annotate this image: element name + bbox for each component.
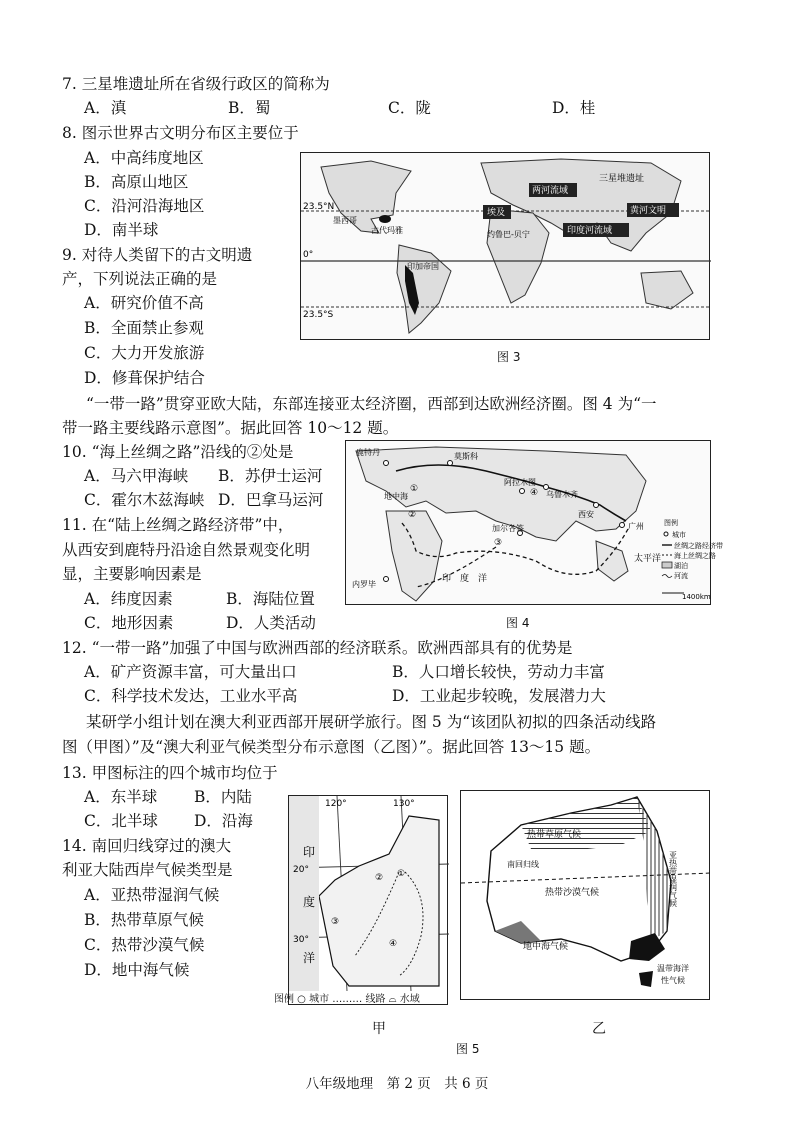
- legend-land-route: 丝绸之路经济带: [674, 542, 723, 550]
- route-marker-3: ③: [331, 917, 340, 927]
- q10-option-a: A．马六甲海峡: [84, 467, 189, 485]
- legend-river: 河流: [674, 572, 688, 580]
- q7-option-c: C．陇: [388, 99, 431, 117]
- q9-option-b: B．全面禁止参观: [84, 319, 204, 337]
- label-urumqi: 乌鲁木齐: [546, 490, 578, 499]
- marker-4: ④: [530, 488, 539, 498]
- q13-stem: 13. 甲图标注的四个城市均位于: [62, 764, 278, 782]
- lat-label-0: 0°: [303, 250, 314, 260]
- q10-option-d: D．巴拿马运河: [218, 491, 324, 509]
- label-indus: 印度河流域: [567, 226, 613, 236]
- label-desert: 热带沙漠气候: [545, 888, 600, 898]
- q9-option-a: A．研究价值不高: [84, 294, 204, 312]
- q9-stem-line1: 9. 对待人类留下的古文明遗: [62, 246, 253, 264]
- legend-scale: 1400km: [682, 593, 711, 601]
- figure-5a-legend: 图例 ○ 城市 ……… 线路 ⌓ 水域: [274, 994, 420, 1005]
- q11-stem-line2: 从西安到鹿特丹沿途自然景观变化明: [62, 541, 311, 559]
- label-rotterdam: 鹿特丹: [356, 448, 380, 457]
- figure-4-caption: 图 4: [506, 616, 530, 630]
- q9-stem-line2: 产，下列说法正确的是: [62, 270, 218, 288]
- label-yellow-river: 黄河文明: [630, 206, 667, 216]
- figure-5-caption: 图 5: [456, 1042, 480, 1056]
- label-savanna: 热带草原气候: [527, 830, 582, 840]
- marker-2: ②: [408, 510, 417, 520]
- climate-map-svg: [461, 791, 711, 1001]
- label-mediterranean: 地中海: [384, 492, 408, 501]
- q12-option-a: A．矿产资源丰富，可大量出口: [84, 663, 297, 681]
- intro-belt-road-line2: 带一路主要线路示意图”。据此回答 10～12 题。: [62, 419, 399, 437]
- q14-option-c: C．热带沙漠气候: [84, 936, 205, 954]
- q12-stem: 12. “一带一路”加强了中国与欧洲西部的经济联系。欧洲西部具有的优势是: [62, 639, 573, 657]
- label-marine-line1: 温带海洋: [657, 964, 689, 973]
- label-moscow: 莫斯科: [454, 452, 478, 461]
- label-maya: 古代玛雅: [371, 226, 403, 235]
- q11-stem-line1: 11. 在“陆上丝绸之路经济带”中，: [62, 516, 294, 534]
- q10-stem: 10. “海上丝绸之路”沿线的②处是: [62, 443, 294, 461]
- figure-4-belt-road-map: [345, 440, 723, 605]
- q7-option-b: B．蜀: [228, 99, 271, 117]
- label-sanxingdui: 三星堆遗址: [599, 174, 645, 184]
- q10-option-b: B．苏伊士运河: [218, 467, 323, 485]
- world-map-svg: [301, 153, 711, 341]
- marker-3: ③: [494, 538, 503, 548]
- label-nairobi: 内罗毕: [352, 580, 376, 589]
- lat-20: 20°: [293, 865, 309, 875]
- label-pacific: 太平洋: [634, 554, 662, 564]
- figure-5b-climate-map: [460, 790, 710, 1000]
- q12-option-c: C．科学技术发达，工业水平高: [84, 687, 298, 705]
- intro-australia-line1: 某研学小组计划在澳大利亚西部开展研学旅行。图 5 为“该团队初拟的四条活动线路: [86, 713, 657, 731]
- page-footer: 八年级地理 第 2 页 共 6 页: [305, 1076, 489, 1092]
- q11-option-d: D．人类活动: [226, 614, 316, 632]
- legend-title: 图例: [664, 519, 678, 527]
- route-marker-4: ④: [389, 939, 398, 949]
- q12-option-b: B．人口增长较快，劳动力丰富: [392, 663, 605, 681]
- q8-stem: 8. 图示世界古文明分布区主要位于: [62, 124, 299, 142]
- q14-option-a: A．亚热带湿润气候: [84, 886, 220, 904]
- label-marine-line2: 性气候: [661, 976, 685, 985]
- intro-australia-line2: 图（甲图）”及“澳大利亚气候类型分布示意图（乙图）”。据此回答 13～15 题。: [62, 738, 601, 756]
- label-guangzhou: 广州: [628, 522, 644, 531]
- intro-belt-road-line1: “一带一路”贯穿亚欧大陆，东部连接亚太经济圈，西部到达欧洲经济圈。图 4 为“一: [86, 395, 657, 413]
- q8-option-a: A．中高纬度地区: [84, 149, 204, 167]
- q7-stem: 7. 三星堆遗址所在省级行政区的简称为: [62, 75, 330, 93]
- q10-option-c: C．霍尔木兹海峡: [84, 491, 205, 509]
- q7-option-d: D．桂: [552, 99, 596, 117]
- q11-option-b: B．海陆位置: [226, 590, 315, 608]
- route-map-svg: [289, 796, 449, 1006]
- label-yoruba: 约鲁巴-贝宁: [487, 230, 530, 239]
- q13-option-b: B．内陆: [194, 788, 252, 806]
- figure-3-world-map: [300, 152, 710, 340]
- label-almaty: 阿拉木图: [504, 478, 536, 487]
- q14-stem-line2: 利亚大陆西岸气候类型是: [62, 861, 233, 879]
- belt-road-map-svg: [346, 441, 723, 606]
- mexico-marker: [379, 215, 391, 223]
- legend-lake: 湖泊: [674, 562, 688, 570]
- label-subtropical-humid: 亚热带湿润气候: [668, 851, 678, 907]
- q13-option-c: C．北半球: [84, 812, 158, 830]
- label-indian-ocean: 印 度 洋: [442, 574, 488, 584]
- figure-5a-route-map: [288, 795, 448, 1005]
- q8-option-c: C．沿河沿海地区: [84, 197, 205, 215]
- label-mesopotamia: 两河流域: [532, 186, 569, 196]
- q8-option-d: D．南半球: [84, 221, 159, 239]
- q13-option-d: D．沿海: [194, 812, 253, 830]
- ocean-char-3: 洋: [303, 951, 316, 965]
- label-mexico: 墨西哥: [333, 216, 357, 225]
- ocean-char-2: 度: [303, 895, 316, 909]
- q14-option-d: D．地中海气候: [84, 961, 190, 979]
- label-tropic-capricorn: 南回归线: [507, 860, 539, 869]
- label-xian: 西安: [578, 510, 594, 519]
- label-inca: 印加帝国: [407, 262, 439, 271]
- lon-130: 130°: [393, 799, 415, 809]
- lat-30: 30°: [293, 935, 309, 945]
- q14-option-b: B．热带草原气候: [84, 911, 204, 929]
- q11-option-a: A．纬度因素: [84, 590, 173, 608]
- q14-stem-line1: 14. 南回归线穿过的澳大: [62, 837, 232, 855]
- q11-option-c: C．地形因素: [84, 614, 174, 632]
- ocean-char-1: 印: [303, 845, 316, 859]
- route-marker-2: ②: [375, 873, 384, 883]
- q9-option-d: D．修葺保护结合: [84, 369, 205, 387]
- label-kolkata: 加尔各答: [492, 524, 524, 533]
- label-mediterranean-climate: 地中海气候: [523, 942, 569, 952]
- figure-3-caption: 图 3: [497, 350, 521, 364]
- marker-1: ①: [410, 484, 419, 494]
- lat-label-23n: 23.5°N: [303, 202, 335, 212]
- q7-option-a: A．滇: [84, 99, 127, 117]
- lat-label-23s: 23.5°S: [303, 310, 334, 320]
- q8-option-b: B．高原山地区: [84, 173, 189, 191]
- figure-5a-sublabel: 甲: [372, 1021, 386, 1037]
- figure-5b-sublabel: 乙: [592, 1021, 606, 1037]
- route-marker-1: ①: [397, 869, 406, 879]
- legend-sea-route: 海上丝绸之路: [674, 552, 716, 560]
- q13-option-a: A．东半球: [84, 788, 158, 806]
- q11-stem-line3: 显，主要影响因素是: [62, 565, 202, 583]
- legend-city: 城市: [672, 531, 686, 539]
- lon-120: 120°: [325, 799, 347, 809]
- q9-option-c: C．大力开发旅游: [84, 344, 205, 362]
- q12-option-d: D．工业起步较晚，发展潜力大: [392, 687, 606, 705]
- label-egypt: 埃及: [487, 208, 506, 218]
